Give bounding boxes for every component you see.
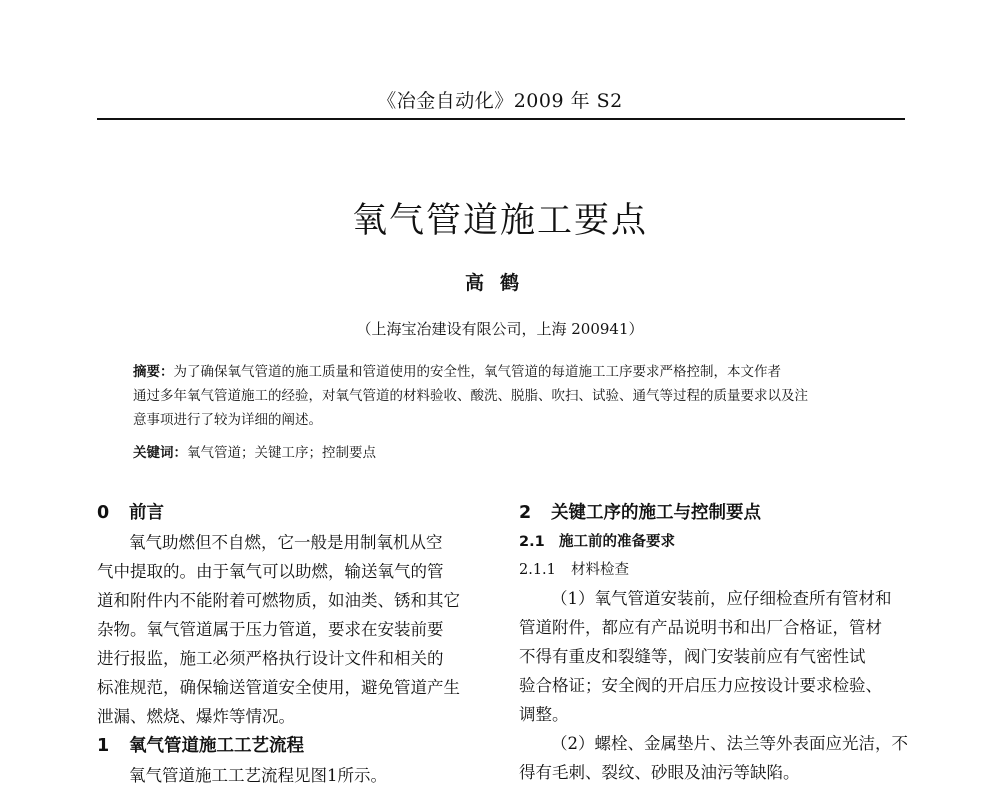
- paragraph-line: 标准规范，确保输送管道安全使用，避免管道产生: [97, 678, 460, 697]
- section-heading: [97, 731, 487, 761]
- section-heading: [519, 498, 909, 528]
- author-affiliation: （上海宝冶建设有限公司，上海 200941）: [356, 320, 644, 338]
- paragraph-line: 气中提取的。由于氧气可以助燃，输送氧气的管: [97, 562, 444, 581]
- header-rule: [97, 118, 905, 120]
- abstract-line: 意事项进行了较为详细的阐述。: [133, 412, 322, 428]
- paragraph-line: （2）螺栓、金属垫片、法兰等外表面应光洁，不: [551, 734, 908, 753]
- subsection-number: 2.1: [519, 534, 545, 550]
- abstract: [133, 360, 873, 432]
- journal-header: 《冶金自动化》2009 年 S2: [377, 90, 623, 112]
- paragraph-line: 管道附件，都应有产品说明书和出厂合格证，管材: [519, 618, 882, 637]
- paragraph-line-cut: 氧气管道施工工艺流程见图1所示。: [129, 766, 387, 785]
- paragraph-line: 杂物。氧气管道属于压力管道，要求在安装前要: [97, 620, 444, 639]
- subsection-title: 施工前的准备要求: [559, 534, 675, 550]
- author-name: 高鹤: [464, 272, 535, 294]
- paper-title: 氧气管道施工要点: [351, 201, 648, 241]
- section-title: 关键工序的施工与控制要点: [551, 503, 761, 523]
- right-column: [519, 498, 909, 782]
- section-number: 1: [97, 736, 110, 756]
- keywords-text: 氧气管道；关键工序；控制要点: [187, 445, 376, 461]
- paragraph-line-cut: 得有毛刺、裂纹、砂眼及油污等缺陷。: [519, 763, 800, 782]
- section-heading: [97, 498, 487, 528]
- keywords: [133, 441, 873, 461]
- subsubsection-heading: [519, 556, 909, 584]
- paragraph-line: 泄漏、燃烧、爆炸等情况。: [97, 707, 295, 726]
- abstract-line: 通过多年氧气管道施工的经验，对氧气管道的材料验收、酸洗、脱脂、吹扫、试验、通气等过程的质量要求以及注: [133, 388, 808, 404]
- paragraph-line: 验合格证；安全阀的开启压力应按设计要求检验、: [519, 676, 882, 695]
- paragraph-line: 进行报监，施工必须严格执行设计文件和相关的: [97, 649, 444, 668]
- paragraph-line: （1）氧气管道安装前，应仔细检查所有管材和: [551, 589, 892, 608]
- abstract-line: [133, 360, 873, 384]
- left-column: [97, 498, 487, 785]
- subsection-heading: [519, 528, 909, 556]
- keywords-label: 关键词：: [133, 445, 187, 461]
- paragraph-line: 调整。: [519, 705, 569, 724]
- abstract-label: 摘要：: [133, 364, 174, 380]
- subsubsection-number: 2.1.1: [519, 562, 556, 578]
- section-number: 2: [519, 503, 532, 523]
- paragraph-line: 道和附件内不能附着可燃物质，如油类、锈和其它: [97, 591, 460, 610]
- section-title: 氧气管道施工工艺流程: [129, 736, 304, 756]
- paragraph-line: 不得有重皮和裂缝等，阀门安装前应有气密性试: [519, 647, 866, 666]
- abstract-text: 为了确保氧气管道的施工质量和管道使用的安全性，氧气管道的每道施工工序要求严格控制，本文作者: [173, 364, 781, 380]
- section-title: 前言: [129, 503, 164, 523]
- subsubsection-title: 材料检查: [571, 562, 629, 578]
- paragraph-line: 氧气助燃但不自燃，它一般是用制氧机从空: [129, 533, 443, 552]
- section-number: 0: [97, 503, 110, 523]
